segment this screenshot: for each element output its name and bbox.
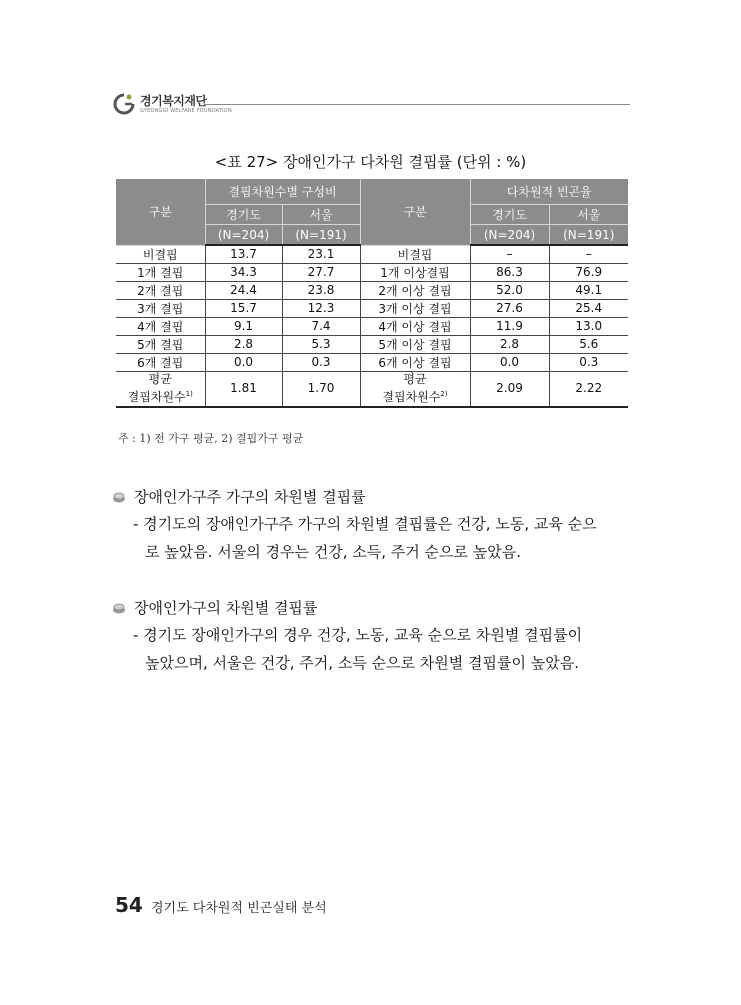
row-label-left: 2개 결핍 bbox=[116, 281, 205, 299]
section-body bbox=[133, 510, 633, 566]
foundation-logo-icon bbox=[112, 92, 136, 116]
cell-value: 2.8 bbox=[470, 335, 549, 353]
page-number: 54 bbox=[115, 893, 143, 917]
row-label-right: 5개 이상 결핍 bbox=[360, 335, 470, 353]
cell-value: 86.3 bbox=[470, 263, 549, 281]
cell-value: 23.8 bbox=[282, 281, 360, 299]
cell-value: 27.6 bbox=[470, 299, 549, 317]
row-label-left: 1개 결핍 bbox=[116, 263, 205, 281]
section-title: 장애인가구주 가구의 차원별 결핍률 bbox=[134, 488, 366, 506]
cell-value: 0.3 bbox=[549, 353, 628, 371]
table-row bbox=[116, 353, 628, 371]
page-footer bbox=[115, 893, 327, 917]
table-row-average bbox=[116, 371, 628, 407]
page-header bbox=[112, 88, 630, 124]
avg-label-line1: 평균 bbox=[148, 372, 172, 386]
cell-value: 5.3 bbox=[282, 335, 360, 353]
cell-value: 2.8 bbox=[205, 335, 282, 353]
body-line: 로 높았음. 서울의 경우는 건강, 소득, 주거 순으로 높았음. bbox=[145, 543, 521, 561]
header-seoul-left: 서울 bbox=[282, 205, 360, 225]
header-gyeonggi-right: 경기도 bbox=[470, 205, 549, 225]
row-label-right: 2개 이상 결핍 bbox=[360, 281, 470, 299]
section-heading bbox=[112, 486, 366, 507]
cell-value: 15.7 bbox=[205, 299, 282, 317]
cell-value: 5.6 bbox=[549, 335, 628, 353]
header-n-seoul-right: (N=191) bbox=[549, 225, 628, 246]
cell-value: 1.70 bbox=[282, 371, 360, 407]
header-left-group: 결핍차원수별 구성비 bbox=[205, 179, 360, 205]
document-title: 경기도 다차원적 빈곤실태 분석 bbox=[150, 901, 327, 916]
header-seoul-right: 서울 bbox=[549, 205, 628, 225]
row-label-left-average bbox=[116, 371, 205, 407]
section-title: 장애인가구의 차원별 결핍률 bbox=[134, 599, 318, 617]
cell-value: 0.3 bbox=[282, 353, 360, 371]
cell-value: 49.1 bbox=[549, 281, 628, 299]
deprivation-table bbox=[116, 179, 628, 408]
row-label-right: 1개 이상결핍 bbox=[360, 263, 470, 281]
header-category-right: 구분 bbox=[360, 179, 470, 245]
row-label-left: 5개 결핍 bbox=[116, 335, 205, 353]
cell-value: 13.7 bbox=[205, 245, 282, 263]
cell-value: 0.0 bbox=[205, 353, 282, 371]
org-name: 경기복지재단 bbox=[140, 94, 207, 108]
body-line: - 경기도의 장애인가구주 가구의 차원별 결핍률은 건강, 노동, 교육 순으 bbox=[133, 515, 597, 533]
row-label-right: 3개 이상 결핍 bbox=[360, 299, 470, 317]
cell-value: 1.81 bbox=[205, 371, 282, 407]
row-label-left: 6개 결핍 bbox=[116, 353, 205, 371]
row-label-right: 4개 이상 결핍 bbox=[360, 317, 470, 335]
header-right-group: 다차원적 빈곤율 bbox=[470, 179, 628, 205]
cell-value: 13.0 bbox=[549, 317, 628, 335]
table-row bbox=[116, 317, 628, 335]
cell-value: 23.1 bbox=[282, 245, 360, 263]
cell-value: 12.3 bbox=[282, 299, 360, 317]
body-line: - 경기도 장애인가구의 경우 건강, 노동, 교육 순으로 차원별 결핍률이 bbox=[133, 626, 583, 644]
table-row bbox=[116, 299, 628, 317]
cell-value: 2.09 bbox=[470, 371, 549, 407]
cell-value: 52.0 bbox=[470, 281, 549, 299]
header-n-gyeonggi-right: (N=204) bbox=[470, 225, 549, 246]
section-body bbox=[133, 621, 633, 677]
table-caption: <표 27> 장애인가구 다차원 결핍률 (단위 : %) bbox=[214, 153, 527, 171]
table-row bbox=[116, 245, 628, 263]
table-row bbox=[116, 281, 628, 299]
cell-value: 11.9 bbox=[470, 317, 549, 335]
table-footnote: 주 : 1) 전 가구 평균, 2) 결핍가구 평균 bbox=[118, 432, 304, 445]
header-gyeonggi-left: 경기도 bbox=[205, 205, 282, 225]
cell-value: – bbox=[549, 245, 628, 263]
table-row bbox=[116, 263, 628, 281]
avg-label-line2: 결핍차원수 bbox=[382, 390, 441, 404]
cell-value: 34.3 bbox=[205, 263, 282, 281]
cell-value: – bbox=[470, 245, 549, 263]
cell-value: 24.4 bbox=[205, 281, 282, 299]
header-n-seoul-left: (N=191) bbox=[282, 225, 360, 246]
header-n-gyeonggi-left: (N=204) bbox=[205, 225, 282, 246]
avg-label-line2: 결핍차원수 bbox=[127, 390, 186, 404]
org-sub: GYEONGGI WELFARE FOUNDATION bbox=[140, 108, 232, 114]
header-category-left: 구분 bbox=[116, 179, 205, 245]
header-rule bbox=[204, 104, 630, 105]
cell-value: 0.0 bbox=[470, 353, 549, 371]
section-heading bbox=[112, 597, 317, 618]
row-label-left: 3개 결핍 bbox=[116, 299, 205, 317]
avg-label-line1: 평균 bbox=[403, 372, 427, 386]
table-row bbox=[116, 335, 628, 353]
row-label-left: 4개 결핍 bbox=[116, 317, 205, 335]
cell-value: 2.22 bbox=[549, 371, 628, 407]
row-label-right: 6개 이상 결핍 bbox=[360, 353, 470, 371]
cell-value: 76.9 bbox=[549, 263, 628, 281]
cell-value: 25.4 bbox=[549, 299, 628, 317]
footnote-ref-2: 2) bbox=[440, 390, 448, 398]
row-label-right-average bbox=[360, 371, 470, 407]
row-label-left: 비결핍 bbox=[116, 245, 205, 263]
cell-value: 27.7 bbox=[282, 263, 360, 281]
bullet-icon bbox=[112, 602, 126, 614]
footnote-ref-1: 1) bbox=[185, 390, 193, 398]
bullet-icon bbox=[112, 491, 126, 503]
cell-value: 7.4 bbox=[282, 317, 360, 335]
body-line: 높았으며, 서울은 건강, 주거, 소득 순으로 차원별 결핍률이 높았음. bbox=[145, 654, 579, 672]
row-label-right: 비결핍 bbox=[360, 245, 470, 263]
cell-value: 9.1 bbox=[205, 317, 282, 335]
